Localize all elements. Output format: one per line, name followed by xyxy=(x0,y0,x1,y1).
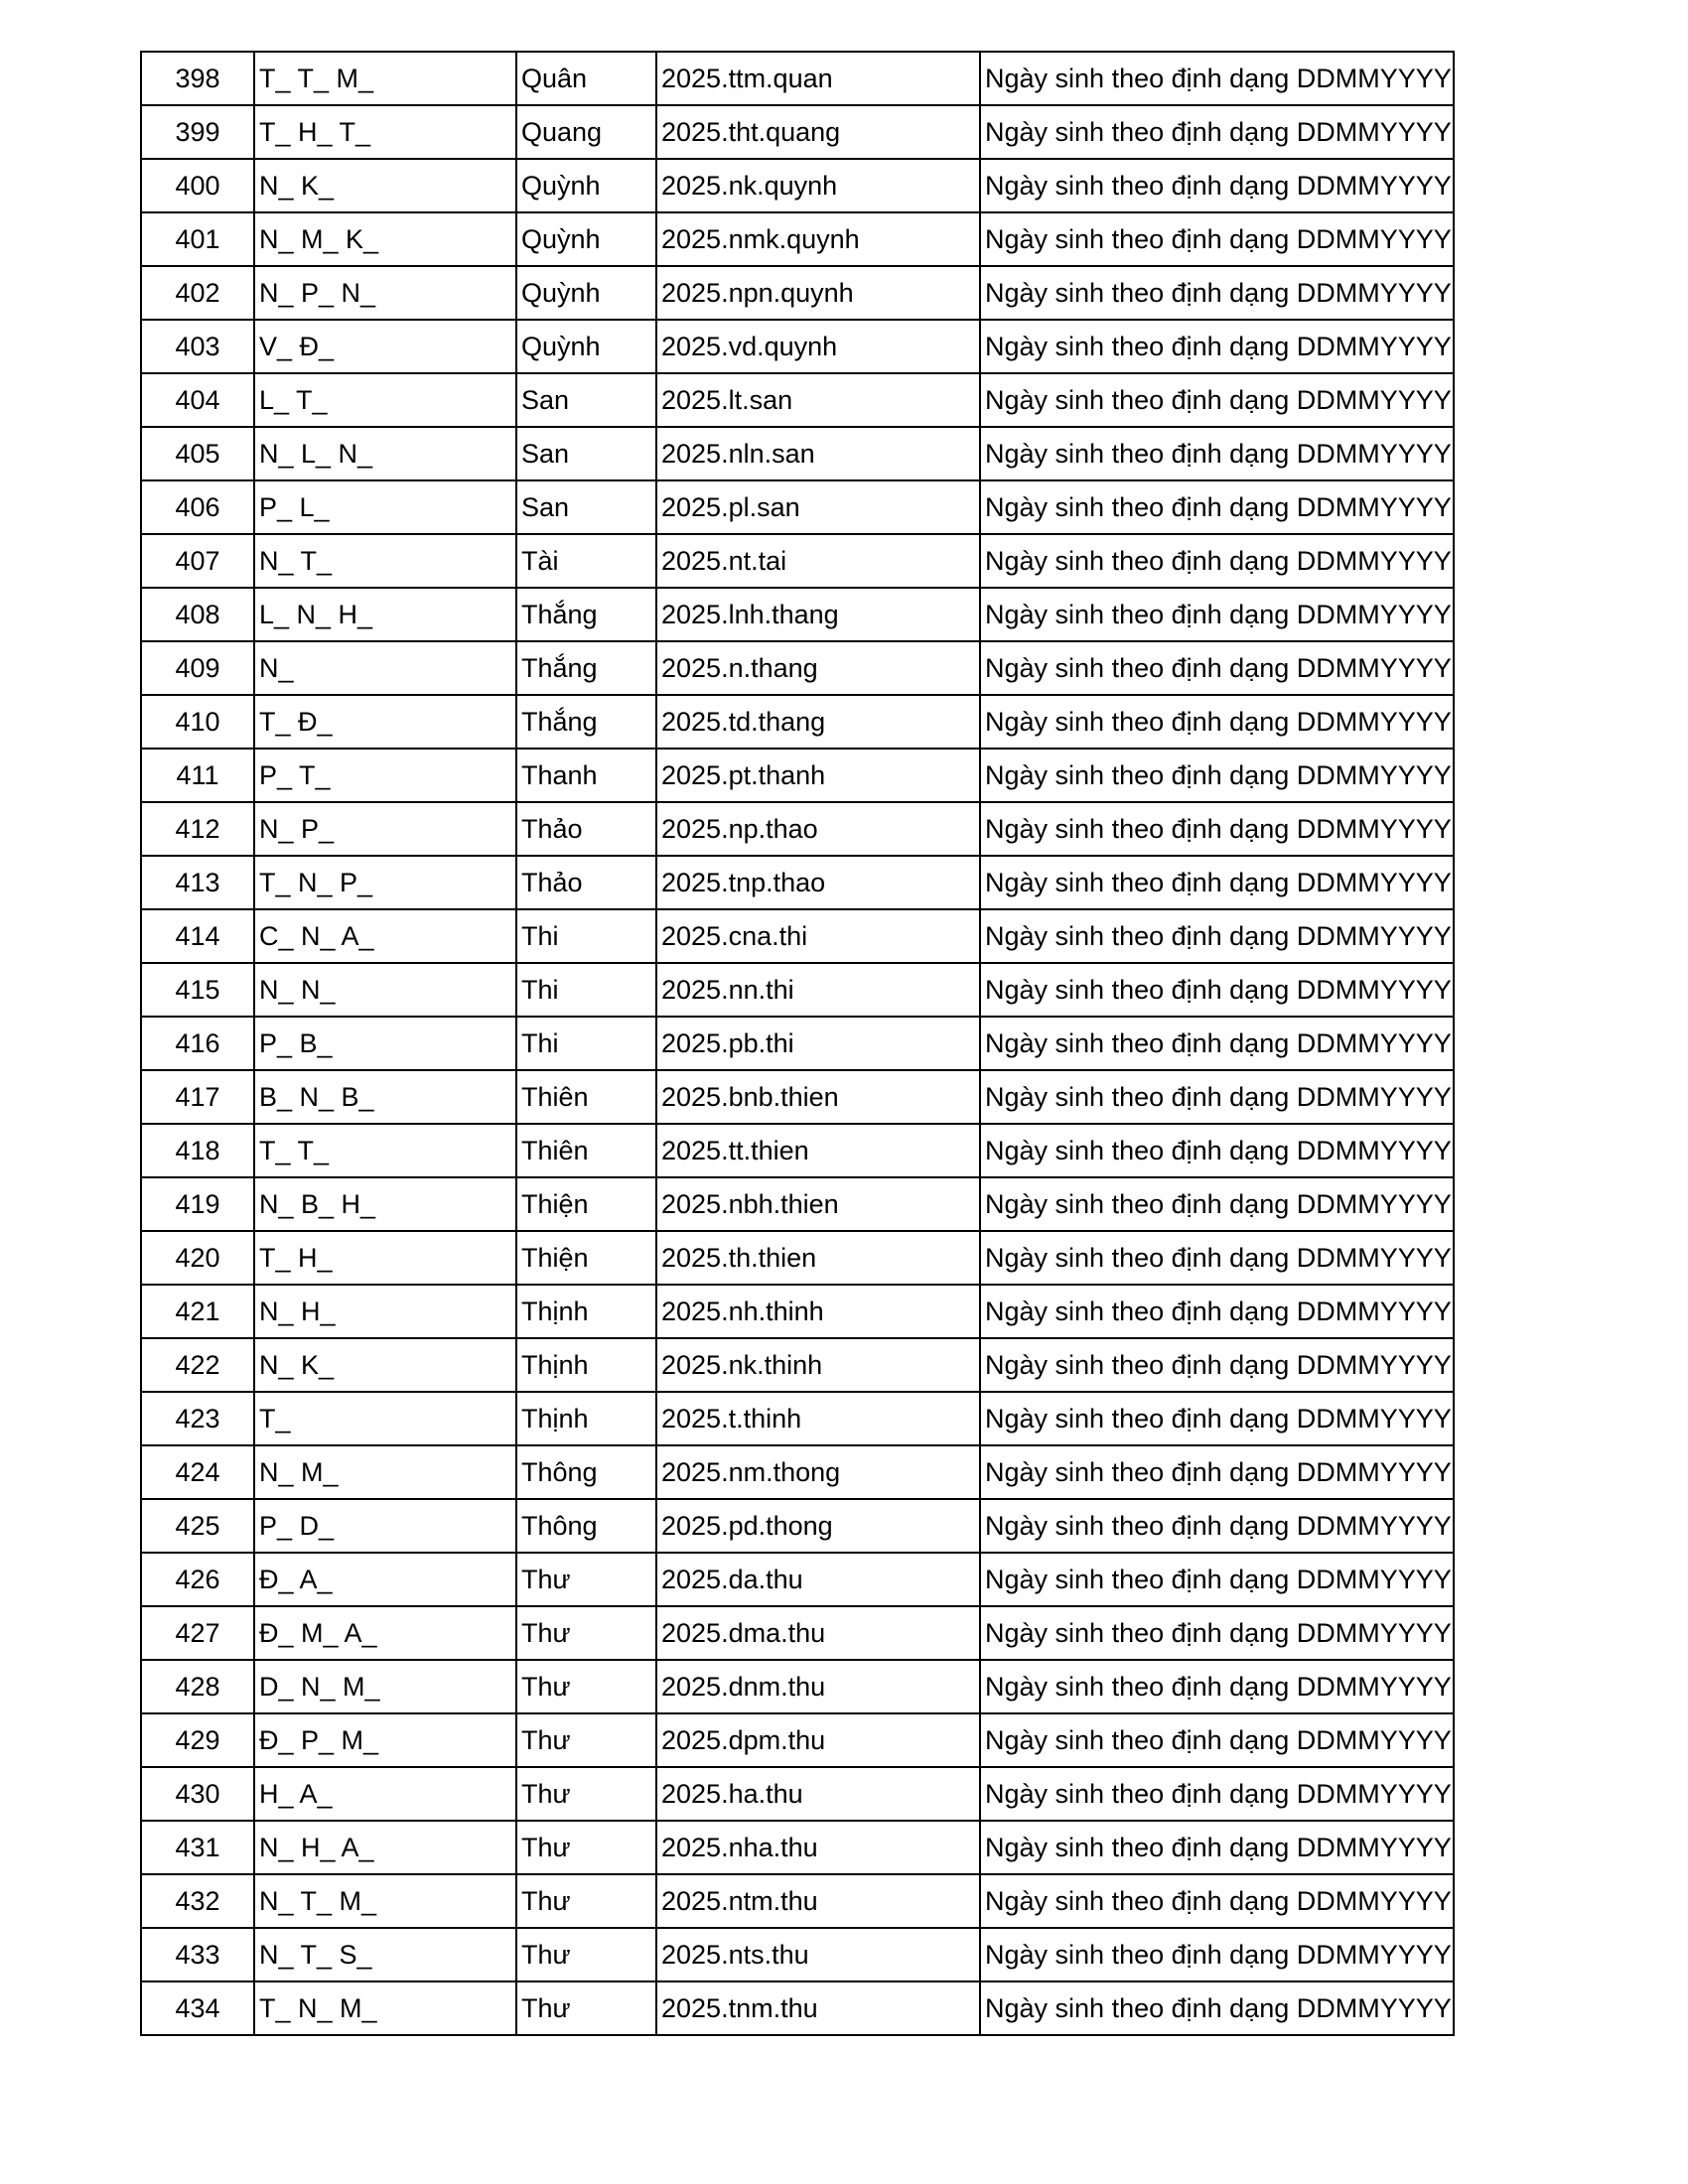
row-number: 433 xyxy=(141,1928,254,1981)
row-number: 414 xyxy=(141,909,254,963)
middle-name-initials: N_ xyxy=(254,641,516,695)
password-hint: Ngày sinh theo định dạng DDMMYYYY xyxy=(980,588,1454,641)
row-number: 429 xyxy=(141,1713,254,1767)
row-number: 415 xyxy=(141,963,254,1017)
middle-name-initials: N_ L_ N_ xyxy=(254,427,516,480)
password-hint: Ngày sinh theo định dạng DDMMYYYY xyxy=(980,212,1454,266)
password-hint: Ngày sinh theo định dạng DDMMYYYY xyxy=(980,1445,1454,1499)
table-row xyxy=(141,1445,1454,1499)
account-username: 2025.dnm.thu xyxy=(656,1660,980,1713)
middle-name-initials: V_ Đ_ xyxy=(254,320,516,373)
table-row xyxy=(141,856,1454,909)
row-number: 421 xyxy=(141,1285,254,1338)
given-name: Thắng xyxy=(516,641,656,695)
given-name: Thư xyxy=(516,1660,656,1713)
password-hint: Ngày sinh theo định dạng DDMMYYYY xyxy=(980,1070,1454,1124)
middle-name-initials: N_ T_ xyxy=(254,534,516,588)
account-username: 2025.nln.san xyxy=(656,427,980,480)
account-username: 2025.nk.thinh xyxy=(656,1338,980,1392)
given-name: San xyxy=(516,427,656,480)
row-number: 401 xyxy=(141,212,254,266)
middle-name-initials: N_ H_ xyxy=(254,1285,516,1338)
given-name: Thư xyxy=(516,1874,656,1928)
middle-name-initials: T_ N_ M_ xyxy=(254,1981,516,2035)
given-name: Quỳnh xyxy=(516,159,656,212)
password-hint: Ngày sinh theo định dạng DDMMYYYY xyxy=(980,909,1454,963)
given-name: Thảo xyxy=(516,802,656,856)
middle-name-initials: P_ T_ xyxy=(254,749,516,802)
middle-name-initials: H_ A_ xyxy=(254,1767,516,1821)
given-name: Thư xyxy=(516,1981,656,2035)
given-name: Thịnh xyxy=(516,1392,656,1445)
row-number: 428 xyxy=(141,1660,254,1713)
password-hint: Ngày sinh theo định dạng DDMMYYYY xyxy=(980,963,1454,1017)
middle-name-initials: N_ M_ K_ xyxy=(254,212,516,266)
table-row xyxy=(141,427,1454,480)
middle-name-initials: T_ H_ xyxy=(254,1231,516,1285)
account-username: 2025.tht.quang xyxy=(656,105,980,159)
given-name: Thi xyxy=(516,963,656,1017)
middle-name-initials: N_ N_ xyxy=(254,963,516,1017)
row-number: 409 xyxy=(141,641,254,695)
account-username: 2025.vd.quynh xyxy=(656,320,980,373)
account-username: 2025.pl.san xyxy=(656,480,980,534)
given-name: Thi xyxy=(516,1017,656,1070)
account-username: 2025.tnm.thu xyxy=(656,1981,980,2035)
table-row xyxy=(141,1553,1454,1606)
middle-name-initials: B_ N_ B_ xyxy=(254,1070,516,1124)
account-username: 2025.ha.thu xyxy=(656,1767,980,1821)
password-hint: Ngày sinh theo định dạng DDMMYYYY xyxy=(980,320,1454,373)
password-hint: Ngày sinh theo định dạng DDMMYYYY xyxy=(980,1124,1454,1177)
password-hint: Ngày sinh theo định dạng DDMMYYYY xyxy=(980,1713,1454,1767)
given-name: Thư xyxy=(516,1928,656,1981)
password-hint: Ngày sinh theo định dạng DDMMYYYY xyxy=(980,373,1454,427)
middle-name-initials: L_ N_ H_ xyxy=(254,588,516,641)
row-number: 419 xyxy=(141,1177,254,1231)
table-row xyxy=(141,1981,1454,2035)
given-name: Thiện xyxy=(516,1177,656,1231)
password-hint: Ngày sinh theo định dạng DDMMYYYY xyxy=(980,641,1454,695)
account-username: 2025.nn.thi xyxy=(656,963,980,1017)
given-name: Thư xyxy=(516,1606,656,1660)
given-name: Thắng xyxy=(516,588,656,641)
middle-name-initials: N_ T_ M_ xyxy=(254,1874,516,1928)
middle-name-initials: T_ xyxy=(254,1392,516,1445)
row-number: 434 xyxy=(141,1981,254,2035)
row-number: 407 xyxy=(141,534,254,588)
given-name: Thiên xyxy=(516,1124,656,1177)
row-number: 410 xyxy=(141,695,254,749)
account-username: 2025.tt.thien xyxy=(656,1124,980,1177)
account-username: 2025.dma.thu xyxy=(656,1606,980,1660)
given-name: Quỳnh xyxy=(516,266,656,320)
account-table xyxy=(140,51,1455,2036)
row-number: 422 xyxy=(141,1338,254,1392)
table-row xyxy=(141,963,1454,1017)
given-name: Thịnh xyxy=(516,1285,656,1338)
middle-name-initials: L_ T_ xyxy=(254,373,516,427)
given-name: Thư xyxy=(516,1767,656,1821)
row-number: 412 xyxy=(141,802,254,856)
account-username: 2025.cna.thi xyxy=(656,909,980,963)
password-hint: Ngày sinh theo định dạng DDMMYYYY xyxy=(980,1928,1454,1981)
table-row xyxy=(141,641,1454,695)
middle-name-initials: N_ K_ xyxy=(254,1338,516,1392)
password-hint: Ngày sinh theo định dạng DDMMYYYY xyxy=(980,1874,1454,1928)
account-username: 2025.ntm.thu xyxy=(656,1874,980,1928)
row-number: 425 xyxy=(141,1499,254,1553)
password-hint: Ngày sinh theo định dạng DDMMYYYY xyxy=(980,1017,1454,1070)
given-name: Thư xyxy=(516,1713,656,1767)
table-row xyxy=(141,1713,1454,1767)
password-hint: Ngày sinh theo định dạng DDMMYYYY xyxy=(980,427,1454,480)
given-name: Quang xyxy=(516,105,656,159)
table-row xyxy=(141,1821,1454,1874)
table-row xyxy=(141,749,1454,802)
table-row xyxy=(141,534,1454,588)
given-name: Thắng xyxy=(516,695,656,749)
table-row xyxy=(141,1285,1454,1338)
table-row xyxy=(141,1177,1454,1231)
table-row xyxy=(141,212,1454,266)
account-username: 2025.lnh.thang xyxy=(656,588,980,641)
middle-name-initials: N_ P_ N_ xyxy=(254,266,516,320)
password-hint: Ngày sinh theo định dạng DDMMYYYY xyxy=(980,1338,1454,1392)
password-hint: Ngày sinh theo định dạng DDMMYYYY xyxy=(980,695,1454,749)
table-row xyxy=(141,588,1454,641)
middle-name-initials: C_ N_ A_ xyxy=(254,909,516,963)
row-number: 423 xyxy=(141,1392,254,1445)
row-number: 400 xyxy=(141,159,254,212)
given-name: Thông xyxy=(516,1499,656,1553)
row-number: 420 xyxy=(141,1231,254,1285)
password-hint: Ngày sinh theo định dạng DDMMYYYY xyxy=(980,856,1454,909)
given-name: San xyxy=(516,373,656,427)
middle-name-initials: N_ B_ H_ xyxy=(254,1177,516,1231)
table-row xyxy=(141,320,1454,373)
middle-name-initials: N_ T_ S_ xyxy=(254,1928,516,1981)
account-username: 2025.pt.thanh xyxy=(656,749,980,802)
table-row xyxy=(141,105,1454,159)
account-username: 2025.bnb.thien xyxy=(656,1070,980,1124)
account-username: 2025.nt.tai xyxy=(656,534,980,588)
table-row xyxy=(141,1124,1454,1177)
middle-name-initials: Đ_ A_ xyxy=(254,1553,516,1606)
row-number: 426 xyxy=(141,1553,254,1606)
account-username: 2025.pb.thi xyxy=(656,1017,980,1070)
given-name: Thịnh xyxy=(516,1338,656,1392)
account-username: 2025.nbh.thien xyxy=(656,1177,980,1231)
table-row xyxy=(141,480,1454,534)
middle-name-initials: N_ M_ xyxy=(254,1445,516,1499)
given-name: Thư xyxy=(516,1821,656,1874)
middle-name-initials: N_ K_ xyxy=(254,159,516,212)
password-hint: Ngày sinh theo định dạng DDMMYYYY xyxy=(980,534,1454,588)
account-username: 2025.lt.san xyxy=(656,373,980,427)
password-hint: Ngày sinh theo định dạng DDMMYYYY xyxy=(980,105,1454,159)
table-row xyxy=(141,1874,1454,1928)
given-name: Thư xyxy=(516,1553,656,1606)
middle-name-initials: Đ_ M_ A_ xyxy=(254,1606,516,1660)
password-hint: Ngày sinh theo định dạng DDMMYYYY xyxy=(980,266,1454,320)
row-number: 408 xyxy=(141,588,254,641)
middle-name-initials: T_ T_ xyxy=(254,1124,516,1177)
account-table-body xyxy=(141,52,1454,2035)
row-number: 399 xyxy=(141,105,254,159)
row-number: 404 xyxy=(141,373,254,427)
password-hint: Ngày sinh theo định dạng DDMMYYYY xyxy=(980,1553,1454,1606)
given-name: Quỳnh xyxy=(516,212,656,266)
table-row xyxy=(141,1231,1454,1285)
middle-name-initials: N_ H_ A_ xyxy=(254,1821,516,1874)
account-username: 2025.t.thinh xyxy=(656,1392,980,1445)
password-hint: Ngày sinh theo định dạng DDMMYYYY xyxy=(980,1285,1454,1338)
row-number: 432 xyxy=(141,1874,254,1928)
account-username: 2025.nha.thu xyxy=(656,1821,980,1874)
middle-name-initials: T_ H_ T_ xyxy=(254,105,516,159)
given-name: Thi xyxy=(516,909,656,963)
table-row xyxy=(141,1606,1454,1660)
row-number: 413 xyxy=(141,856,254,909)
middle-name-initials: Đ_ P_ M_ xyxy=(254,1713,516,1767)
given-name: Thông xyxy=(516,1445,656,1499)
account-username: 2025.ttm.quan xyxy=(656,52,980,105)
password-hint: Ngày sinh theo định dạng DDMMYYYY xyxy=(980,1821,1454,1874)
row-number: 405 xyxy=(141,427,254,480)
middle-name-initials: T_ T_ M_ xyxy=(254,52,516,105)
table-row xyxy=(141,1070,1454,1124)
row-number: 403 xyxy=(141,320,254,373)
table-row xyxy=(141,373,1454,427)
password-hint: Ngày sinh theo định dạng DDMMYYYY xyxy=(980,749,1454,802)
table-row xyxy=(141,1499,1454,1553)
password-hint: Ngày sinh theo định dạng DDMMYYYY xyxy=(980,802,1454,856)
row-number: 418 xyxy=(141,1124,254,1177)
table-row xyxy=(141,1338,1454,1392)
middle-name-initials: P_ B_ xyxy=(254,1017,516,1070)
middle-name-initials: P_ D_ xyxy=(254,1499,516,1553)
row-number: 424 xyxy=(141,1445,254,1499)
given-name: Tài xyxy=(516,534,656,588)
row-number: 406 xyxy=(141,480,254,534)
row-number: 416 xyxy=(141,1017,254,1070)
table-row xyxy=(141,266,1454,320)
account-username: 2025.td.thang xyxy=(656,695,980,749)
given-name: Quân xyxy=(516,52,656,105)
account-username: 2025.tnp.thao xyxy=(656,856,980,909)
given-name: Thanh xyxy=(516,749,656,802)
row-number: 427 xyxy=(141,1606,254,1660)
password-hint: Ngày sinh theo định dạng DDMMYYYY xyxy=(980,1177,1454,1231)
password-hint: Ngày sinh theo định dạng DDMMYYYY xyxy=(980,159,1454,212)
middle-name-initials: P_ L_ xyxy=(254,480,516,534)
row-number: 411 xyxy=(141,749,254,802)
table-row xyxy=(141,909,1454,963)
given-name: Thiên xyxy=(516,1070,656,1124)
password-hint: Ngày sinh theo định dạng DDMMYYYY xyxy=(980,1660,1454,1713)
middle-name-initials: T_ N_ P_ xyxy=(254,856,516,909)
row-number: 398 xyxy=(141,52,254,105)
account-username: 2025.da.thu xyxy=(656,1553,980,1606)
given-name: San xyxy=(516,480,656,534)
row-number: 402 xyxy=(141,266,254,320)
table-row xyxy=(141,1928,1454,1981)
account-username: 2025.np.thao xyxy=(656,802,980,856)
table-row xyxy=(141,1017,1454,1070)
account-username: 2025.nk.quynh xyxy=(656,159,980,212)
account-username: 2025.n.thang xyxy=(656,641,980,695)
password-hint: Ngày sinh theo định dạng DDMMYYYY xyxy=(980,1981,1454,2035)
given-name: Thiện xyxy=(516,1231,656,1285)
account-username: 2025.th.thien xyxy=(656,1231,980,1285)
given-name: Thảo xyxy=(516,856,656,909)
password-hint: Ngày sinh theo định dạng DDMMYYYY xyxy=(980,1392,1454,1445)
given-name: Quỳnh xyxy=(516,320,656,373)
middle-name-initials: T_ Đ_ xyxy=(254,695,516,749)
middle-name-initials: N_ P_ xyxy=(254,802,516,856)
table-row xyxy=(141,1392,1454,1445)
password-hint: Ngày sinh theo định dạng DDMMYYYY xyxy=(980,1606,1454,1660)
row-number: 417 xyxy=(141,1070,254,1124)
account-username: 2025.nts.thu xyxy=(656,1928,980,1981)
table-row xyxy=(141,695,1454,749)
table-row xyxy=(141,1767,1454,1821)
account-username: 2025.nh.thinh xyxy=(656,1285,980,1338)
password-hint: Ngày sinh theo định dạng DDMMYYYY xyxy=(980,52,1454,105)
password-hint: Ngày sinh theo định dạng DDMMYYYY xyxy=(980,1499,1454,1553)
account-username: 2025.nmk.quynh xyxy=(656,212,980,266)
middle-name-initials: D_ N_ M_ xyxy=(254,1660,516,1713)
password-hint: Ngày sinh theo định dạng DDMMYYYY xyxy=(980,1231,1454,1285)
account-username: 2025.nm.thong xyxy=(656,1445,980,1499)
row-number: 431 xyxy=(141,1821,254,1874)
password-hint: Ngày sinh theo định dạng DDMMYYYY xyxy=(980,1767,1454,1821)
password-hint: Ngày sinh theo định dạng DDMMYYYY xyxy=(980,480,1454,534)
table-row xyxy=(141,52,1454,105)
row-number: 430 xyxy=(141,1767,254,1821)
table-row xyxy=(141,159,1454,212)
account-username: 2025.pd.thong xyxy=(656,1499,980,1553)
account-username: 2025.dpm.thu xyxy=(656,1713,980,1767)
table-row xyxy=(141,802,1454,856)
table-row xyxy=(141,1660,1454,1713)
account-username: 2025.npn.quynh xyxy=(656,266,980,320)
